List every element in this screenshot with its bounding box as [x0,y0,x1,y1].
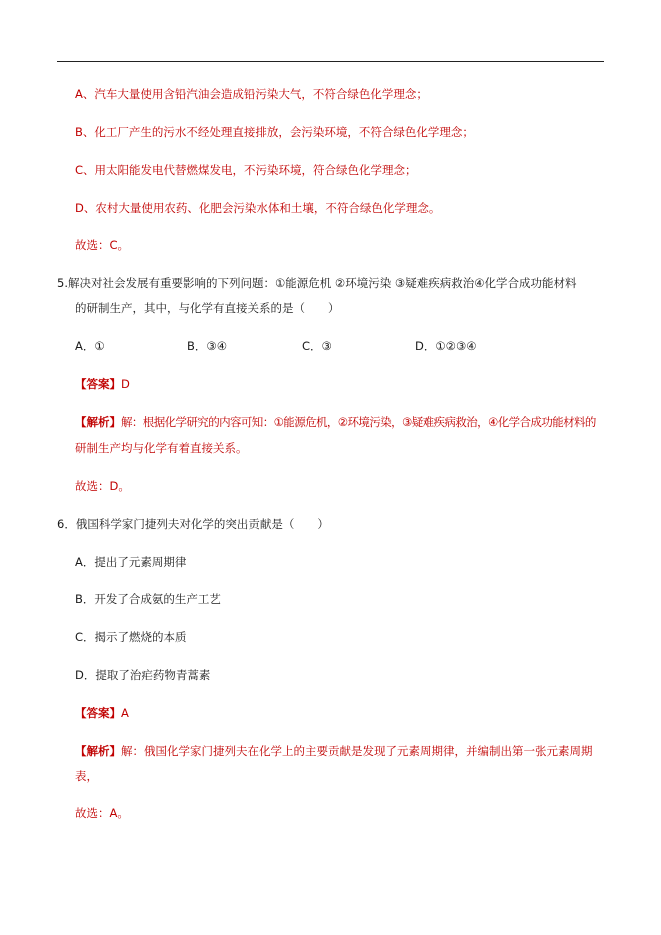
q5-answer [75,376,130,392]
q6-analysis-line1 [75,743,593,759]
q5-analysis-text1: 解：根据化学研究的内容可知：①能源危机，②环境污染，③疑难疾病救治，④化学合成功能材料的 [121,415,596,429]
q6-answer-value: A [121,706,129,720]
q6-option-c: C．揭示了燃烧的本质 [75,630,187,644]
q5-stem-line1: 5.解决对社会发展有重要影响的下列问题：①能源危机 ②环境污染 ③疑难疾病救治④化学合成功能材料 [57,276,577,290]
q5-analysis-line1 [75,414,596,430]
q6-answer [75,705,129,721]
q5-conclusion: 故选：D。 [75,479,130,493]
q5-stem-line2: 的研制生产，其中，与化学有直接关系的是（ ） [75,301,340,315]
q5-option-d: D．①②③④ [415,339,477,353]
q4-conclusion: 故选：C。 [75,238,130,252]
q6-analysis-text1: 解：俄国化学家门捷列夫在化学上的主要贡献是发现了元素周期律，并编制出第一张元素周期 [121,744,593,758]
q6-conclusion: 故选：A。 [75,806,129,820]
q6-analysis-label: 【解析】 [75,744,121,758]
q5-analysis-label: 【解析】 [75,415,121,429]
q4-analysis-line-c: C、用太阳能发电代替燃煤发电，不污染环境，符合绿色化学理念； [75,163,417,177]
q4-analysis-line-b: B、化工厂产生的污水不经处理直接排放，会污染环境，不符合绿色化学理念； [75,125,474,139]
header-rule [57,61,604,62]
q6-analysis-line2: 表， [75,769,98,783]
q4-analysis-line-d: D、农村大量使用农药、化肥会污染水体和土壤，不符合绿色化学理念。 [75,201,441,215]
q5-option-c: C．③ [302,339,332,353]
q6-option-d: D．提取了治疟药物青蒿素 [75,668,211,682]
q6-stem: 6．俄国科学家门捷列夫对化学的突出贡献是（ ） [57,517,329,531]
q6-answer-label: 【答案】 [75,706,121,720]
q6-option-a: A．提出了元素周期律 [75,555,187,569]
q5-analysis-line2: 研制生产均与化学有着直接关系。 [75,441,248,455]
q5-option-b: B．③④ [187,339,228,353]
q4-analysis-line-a: A、汽车大量使用含铅汽油会造成铅污染大气，不符合绿色化学理念； [75,87,428,101]
q5-answer-value: D [121,377,130,391]
q6-option-b: B．开发了合成氨的生产工艺 [75,592,221,606]
q5-option-a: A．① [75,339,105,353]
q5-answer-label: 【答案】 [75,377,121,391]
